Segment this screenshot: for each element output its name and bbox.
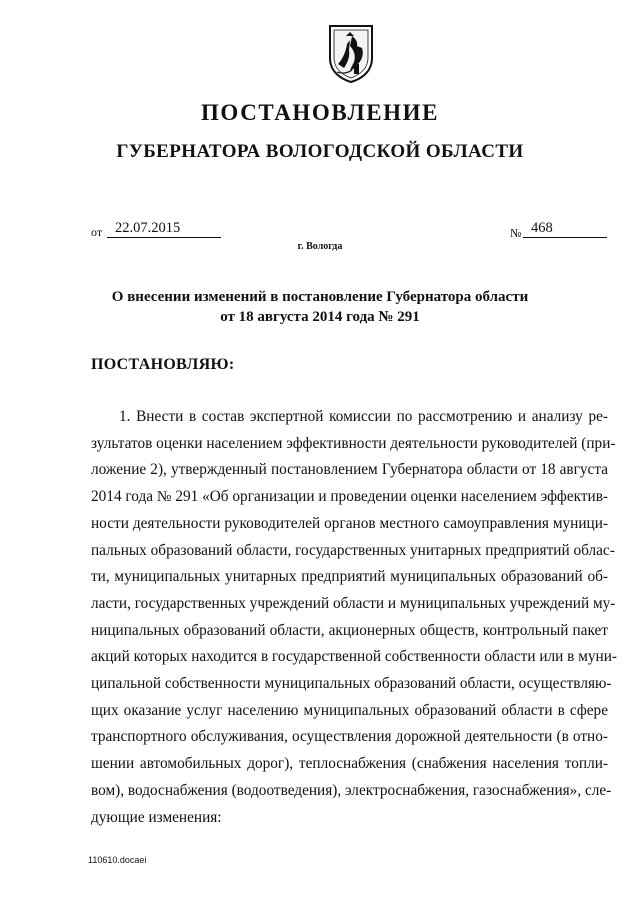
body-line: щих оказание услуг населению муниципальных образований области в сфере — [91, 701, 608, 719]
body-paragraph — [91, 404, 618, 831]
body-line: ложение 2), утвержденный постановлением Губернатора области от 18 августа — [91, 461, 608, 479]
body-line: 1. Внести в состав экспертной комиссии по рассмотрению и анализу ре- — [119, 408, 608, 425]
body-line: ципальной собственности муниципальных образований области, осуществляю- — [91, 675, 612, 693]
body-line: 2014 года № 291 «Об организации и проведении оценки населением эффектив- — [91, 488, 609, 506]
body-line: ности деятельности руководителей органов местного самоуправления муници- — [91, 514, 608, 532]
body-line: зультатов оценки населением эффективности деятельности руководителей (при- — [91, 434, 616, 452]
document-subject — [0, 287, 640, 327]
body-line: акций которых находится в государственной собственности области или в муни- — [91, 648, 618, 666]
file-name-footer: 110610.docaei — [88, 855, 147, 865]
document-number: 468 — [523, 220, 607, 238]
subject-line: О внесении изменений в постановление Губернатора области — [111, 289, 529, 305]
body-line: транспортного обслуживания, осуществления дорожной деятельности (в отно- — [91, 728, 608, 746]
date-prefix: от — [91, 225, 103, 239]
resolve-heading: ПОСТАНОВЛЯЮ: — [91, 356, 235, 373]
document-date: 22.07.2015 — [107, 220, 221, 238]
body-line: вом), водоснабжения (водоотведения), электроснабжения, газоснабжения», сле- — [91, 781, 612, 799]
issuer-title: ГУБЕРНАТОРА ВОЛОГОДСКОЙ ОБЛАСТИ — [116, 141, 524, 162]
body-line: ласти, государственных учреждений области и муниципальных учреждений му- — [91, 594, 616, 612]
subject-line: от 18 августа 2014 года № 291 — [220, 309, 420, 325]
coat-of-arms-emblem — [328, 24, 374, 84]
body-line: шении автомобильных дорог), теплоснабжения (снабжения населения топли- — [91, 755, 608, 773]
body-line: пальных образований области, государственных унитарных предприятий облас- — [91, 541, 615, 559]
body-line: дующие изменения: — [91, 808, 222, 826]
body-line: ниципальных образований области, акционерных обществ, контрольный пакет — [91, 621, 608, 639]
city-label: г. Вологда — [297, 241, 343, 252]
document-title: ПОСТАНОВЛЕНИЕ — [200, 100, 440, 125]
number-prefix: № — [510, 226, 522, 240]
body-line: ти, муниципальных унитарных предприятий муниципальных образований об- — [91, 568, 608, 586]
